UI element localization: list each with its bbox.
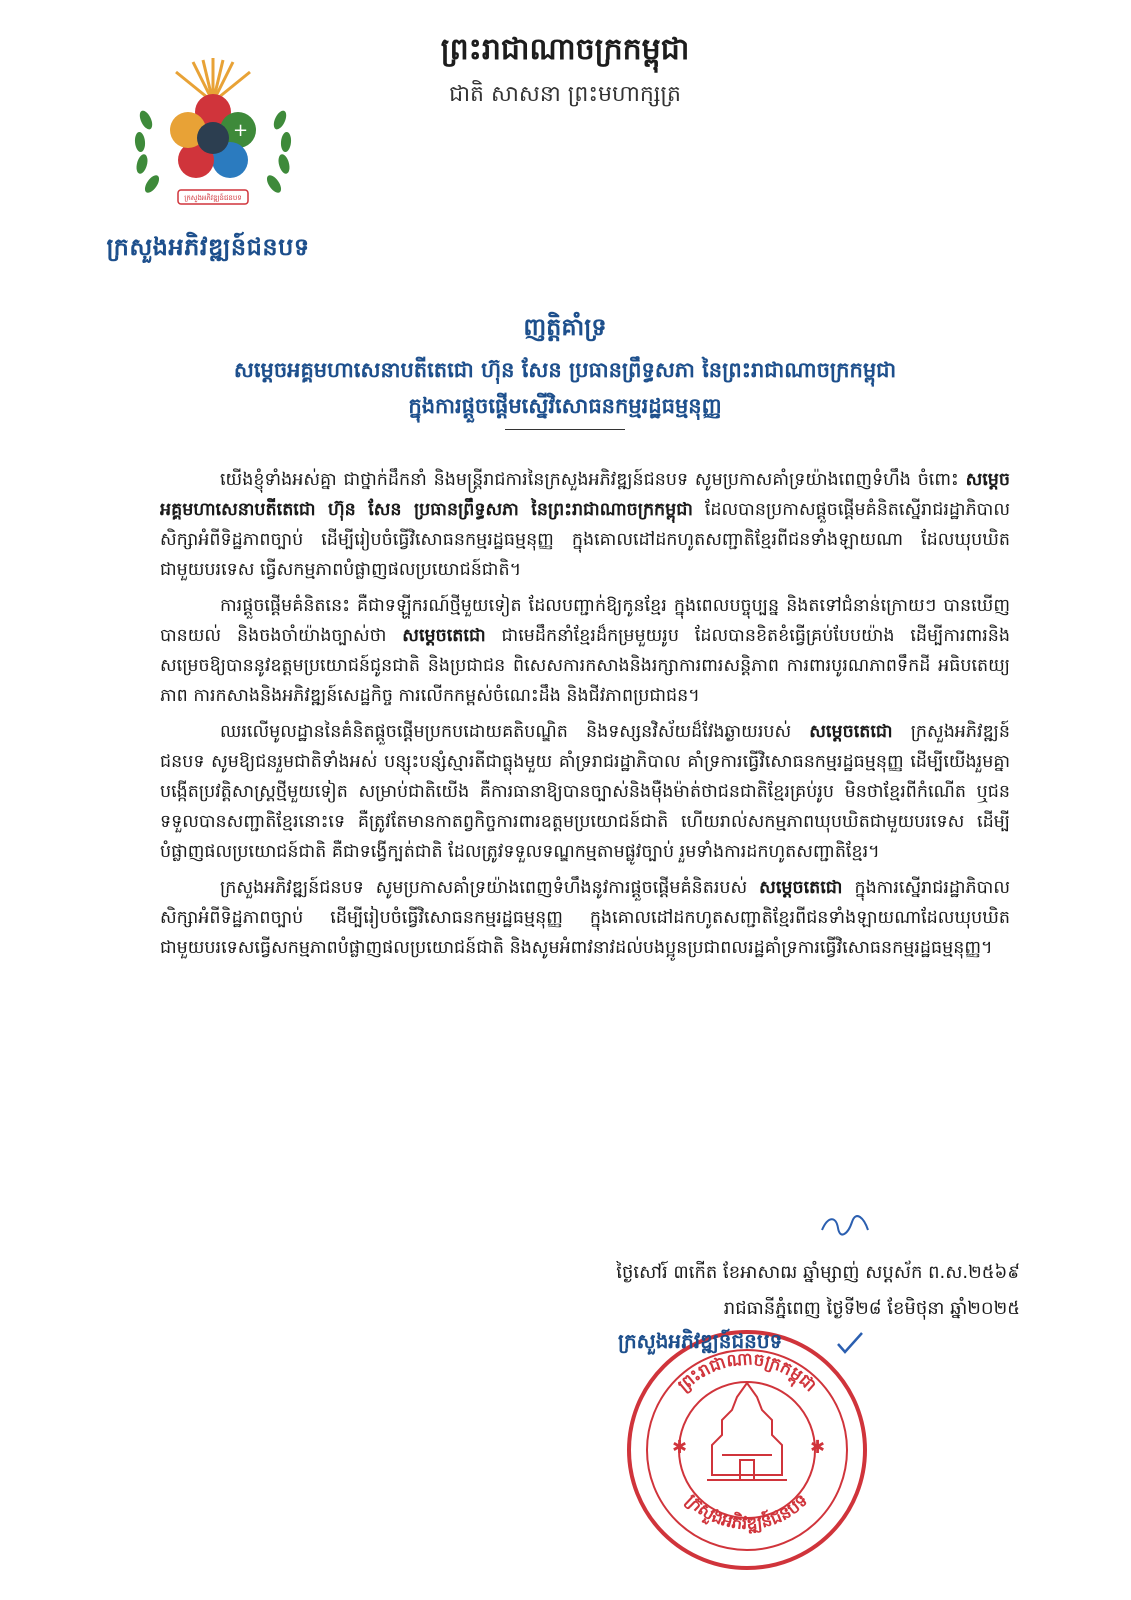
p3-text-c: ក្រសួងអភិវឌ្ឍន៍ជនបទ សូមឱ្យជនរួមជាតិទាំងអស់ បន្សុះបន្សំស្មារតីជាធ្លុងមួយ គាំទ្ររាជរដ្ឋាភិបាល គាំទ្រការធ្វើវិសោធនកម្មរដ្ឋធម្មនុញ្ញ ដើម្បីយើងរួមគ្នាបង្កើតប្រវត្តិសាស្ត្រថ្មីមួយទៀត សម្រាប់ជាតិយើង គឺការធានាឱ្យបានច្បាស់និងម៉ឺងម៉ាត់ថាជនជាតិខ្មែរគ្រប់រូប មិនថាខ្មែរពីកំណើត ឬជនទទួលបានសញ្ជាតិខ្មែរនោះទេ គឺត្រូវតែមានកាតព្វកិច្ចការពារឧត្តមប្រយោជន៍ជាតិ ហើយរាល់សកម្មភាពឃុបឃិតជាមួយបរទេស ដើម្បីបំផ្លាញផលប្រយោជន៍ជាតិ គឺជាទង្វើក្បត់ជាតិ ដែលត្រូវទទួលទណ្ឌកម្មតាមផ្លូវច្បាប់ រួមទាំងការដកហូតសញ្ជាតិខ្មែរ។ xyxy=(160,722,1011,862)
handwritten-initial-icon xyxy=(818,1212,878,1238)
paragraph-1 xyxy=(160,465,1010,585)
paragraph-3 xyxy=(160,717,1010,867)
p2-text-a: ការផ្តួចផ្តើមគំនិតនេះ គឺជាទឡ្ហីករណ៍ថ្មីមួយទៀត ដែលបញ្ជាក់ឱ្យកូនខ្មែរ ក្នុងពេលបច្ចុប្បន្ន និងតទៅជំនាន់ក្រោយៗ បានឃើញ បានយល់ និងចងចាំយ៉ាងច្បាស់ថា xyxy=(160,596,1010,646)
signatory-name: ក្រសួងអភិវឌ្ឍន៍ជនបទ xyxy=(618,1329,783,1353)
p1-text-c: ដែលបានប្រកាសផ្តួចផ្តើមគំនិតស្នើរាជរដ្ឋាភិបាល សិក្សាអំពីទិដ្ឋភាពច្បាប់ ដើម្បីរៀបចំធ្វើវិសោធនកម្មរដ្ឋធម្មនុញ្ញ ក្នុងគោលដៅដកហូតសញ្ជាតិខ្មែរពីជនទាំងឡាយណា ដែលឃុបឃិតជាមួយបរទេស ធ្វើសកម្មភាពបំផ្លាញផលប្រយោជន៍ជាតិ។ xyxy=(160,500,1010,580)
ministry-logo-block xyxy=(58,40,358,280)
document-subtitle-line2: ក្នុងការផ្តួចផ្តើមស្នើវិសោធនកម្មរដ្ឋធម្មនុញ្ញ xyxy=(408,393,722,418)
heading-divider xyxy=(505,429,625,430)
signature-check-icon xyxy=(835,1330,865,1358)
p1-emphasis: សម្តេចអគ្គមហាសេនាបតីតេជោ ហ៊ុន សែន ប្រធានព្រឹទ្ធសភា នៃព្រះរាជាណាចក្រកម្ពុជា xyxy=(160,470,1010,520)
svg-text:+: + xyxy=(233,120,249,141)
solar-date: រាជធានីភ្នំពេញ ថ្ងៃទី២៨ ខែមិថុនា ឆ្នាំ២០២៥ xyxy=(723,1298,1020,1319)
p2-text-c: ជាមេដឹកនាំខ្មែរដ៏កម្រមួយរូប ដែលបានខិតខំធ្វើគ្រប់បែបយ៉ាង ដើម្បីការពារនិងសម្រេចឱ្យបាននូវឧត្តមប្រយោជន៍ជូនជាតិ និងប្រជាជន ពិសេសការកសាងនិងរក្សាការពារសន្តិភាព ការពារបូរណភាពទឹកដី អធិបតេយ្យភាព ការកសាងនិងអភិវឌ្ឍន៍សេដ្ឋកិច្ច ការលើកកម្ពស់ចំណេះដឹង និងជីវភាពប្រជាជន។ xyxy=(160,626,1010,706)
emblem-petals xyxy=(170,94,256,178)
document-body xyxy=(160,465,1010,969)
p2-emphasis: សម្តេចតេជោ xyxy=(402,626,486,646)
lunar-date: ថ្ងៃសៅរ៍ ៣កើត ខែអាសាឍ ឆ្នាំម្សាញ់ សប្តស័ក ព.ស.២៥៦៩ xyxy=(616,1262,1020,1283)
kingdom-motto: ជាតិ សាសនា ព្រះមហាក្សត្រ xyxy=(449,82,681,107)
p4-text-c: ក្នុងការស្នើរាជរដ្ឋាភិបាល សិក្សាអំពីទិដ្ឋភាពច្បាប់ ដើម្បីរៀបចំធ្វើវិសោធនកម្មរដ្ឋធម្មនុញ្ញ ក្នុងគោលដៅដកហូតសញ្ជាតិខ្មែរពីជនទាំងឡាយណាដែលឃុបឃិតជាមួយបរទេសធ្វើសកម្មភាពបំផ្លាញផលប្រយោជន៍ជាតិ និងសូមអំពាវនាវដល់បងប្អូនប្រជាពលរដ្ឋគាំទ្រការធ្វើវិសោធនកម្មរដ្ឋធម្មនុញ្ញ។ xyxy=(160,878,1010,958)
svg-text:✱: ✱ xyxy=(810,1437,826,1458)
ministry-name: ក្រសួងអភិវឌ្ឍន៍ជនបទ xyxy=(106,232,310,261)
kingdom-title: ព្រះរាជាណាចក្រកម្ពុជា xyxy=(440,32,690,67)
seal-bottom-text: ក្រសួងអភិវឌ្ឍន៍ជនបទ xyxy=(681,1490,813,1535)
p4-emphasis: សម្តេចតេជោ xyxy=(759,878,843,898)
document-heading xyxy=(140,312,990,430)
p4-text-a: ក្រសួងអភិវឌ្ឍន៍ជនបទ សូមប្រកាសគាំទ្រយ៉ាងពេញទំហឹងនូវការផ្តួចផ្តើមគំនិតរបស់ xyxy=(220,878,760,898)
p3-emphasis: សម្តេចតេជោ xyxy=(809,722,893,742)
temple-emblem xyxy=(707,1383,787,1480)
official-seal-icon xyxy=(622,1325,872,1575)
dateline-block xyxy=(380,1255,1020,1327)
paragraph-2 xyxy=(160,591,1010,711)
document-subtitle-line1: សម្តេចអគ្គមហាសេនាបតីតេជោ ហ៊ុន សែន ប្រធានព្រឹទ្ធសភា នៃព្រះរាជាណាចក្រកម្ពុជា xyxy=(233,357,897,382)
seal-top-text: ព្រះរាជាណាចក្រកម្ពុជា xyxy=(674,1349,821,1397)
document-title: ញត្តិគាំទ្រ xyxy=(523,312,607,341)
p3-text-a: ឈរលើមូលដ្ឋាននៃគំនិតផ្តួចផ្តើមប្រកបដោយគតិបណ្ឌិត និងទស្សនវិស័យដ៏វែងឆ្ងាយរបស់ xyxy=(220,722,810,742)
paragraph-4 xyxy=(160,873,1010,963)
logo-ribbon-text: ក្រសួងអភិវឌ្ឍន៍ជនបទ xyxy=(184,194,242,202)
ministry-emblem-icon xyxy=(128,50,298,225)
svg-text:✱: ✱ xyxy=(672,1437,688,1458)
kingdom-header xyxy=(330,30,800,112)
p1-text-a: យើងខ្ញុំទាំងអស់គ្នា ជាថ្នាក់ដឹកនាំ និងមន្ត្រីរាជការនៃក្រសួងអភិវឌ្ឍន៍ជនបទ សូមប្រកាសគាំទ្រយ៉ាងពេញទំហឹង ចំពោះ xyxy=(220,470,966,490)
